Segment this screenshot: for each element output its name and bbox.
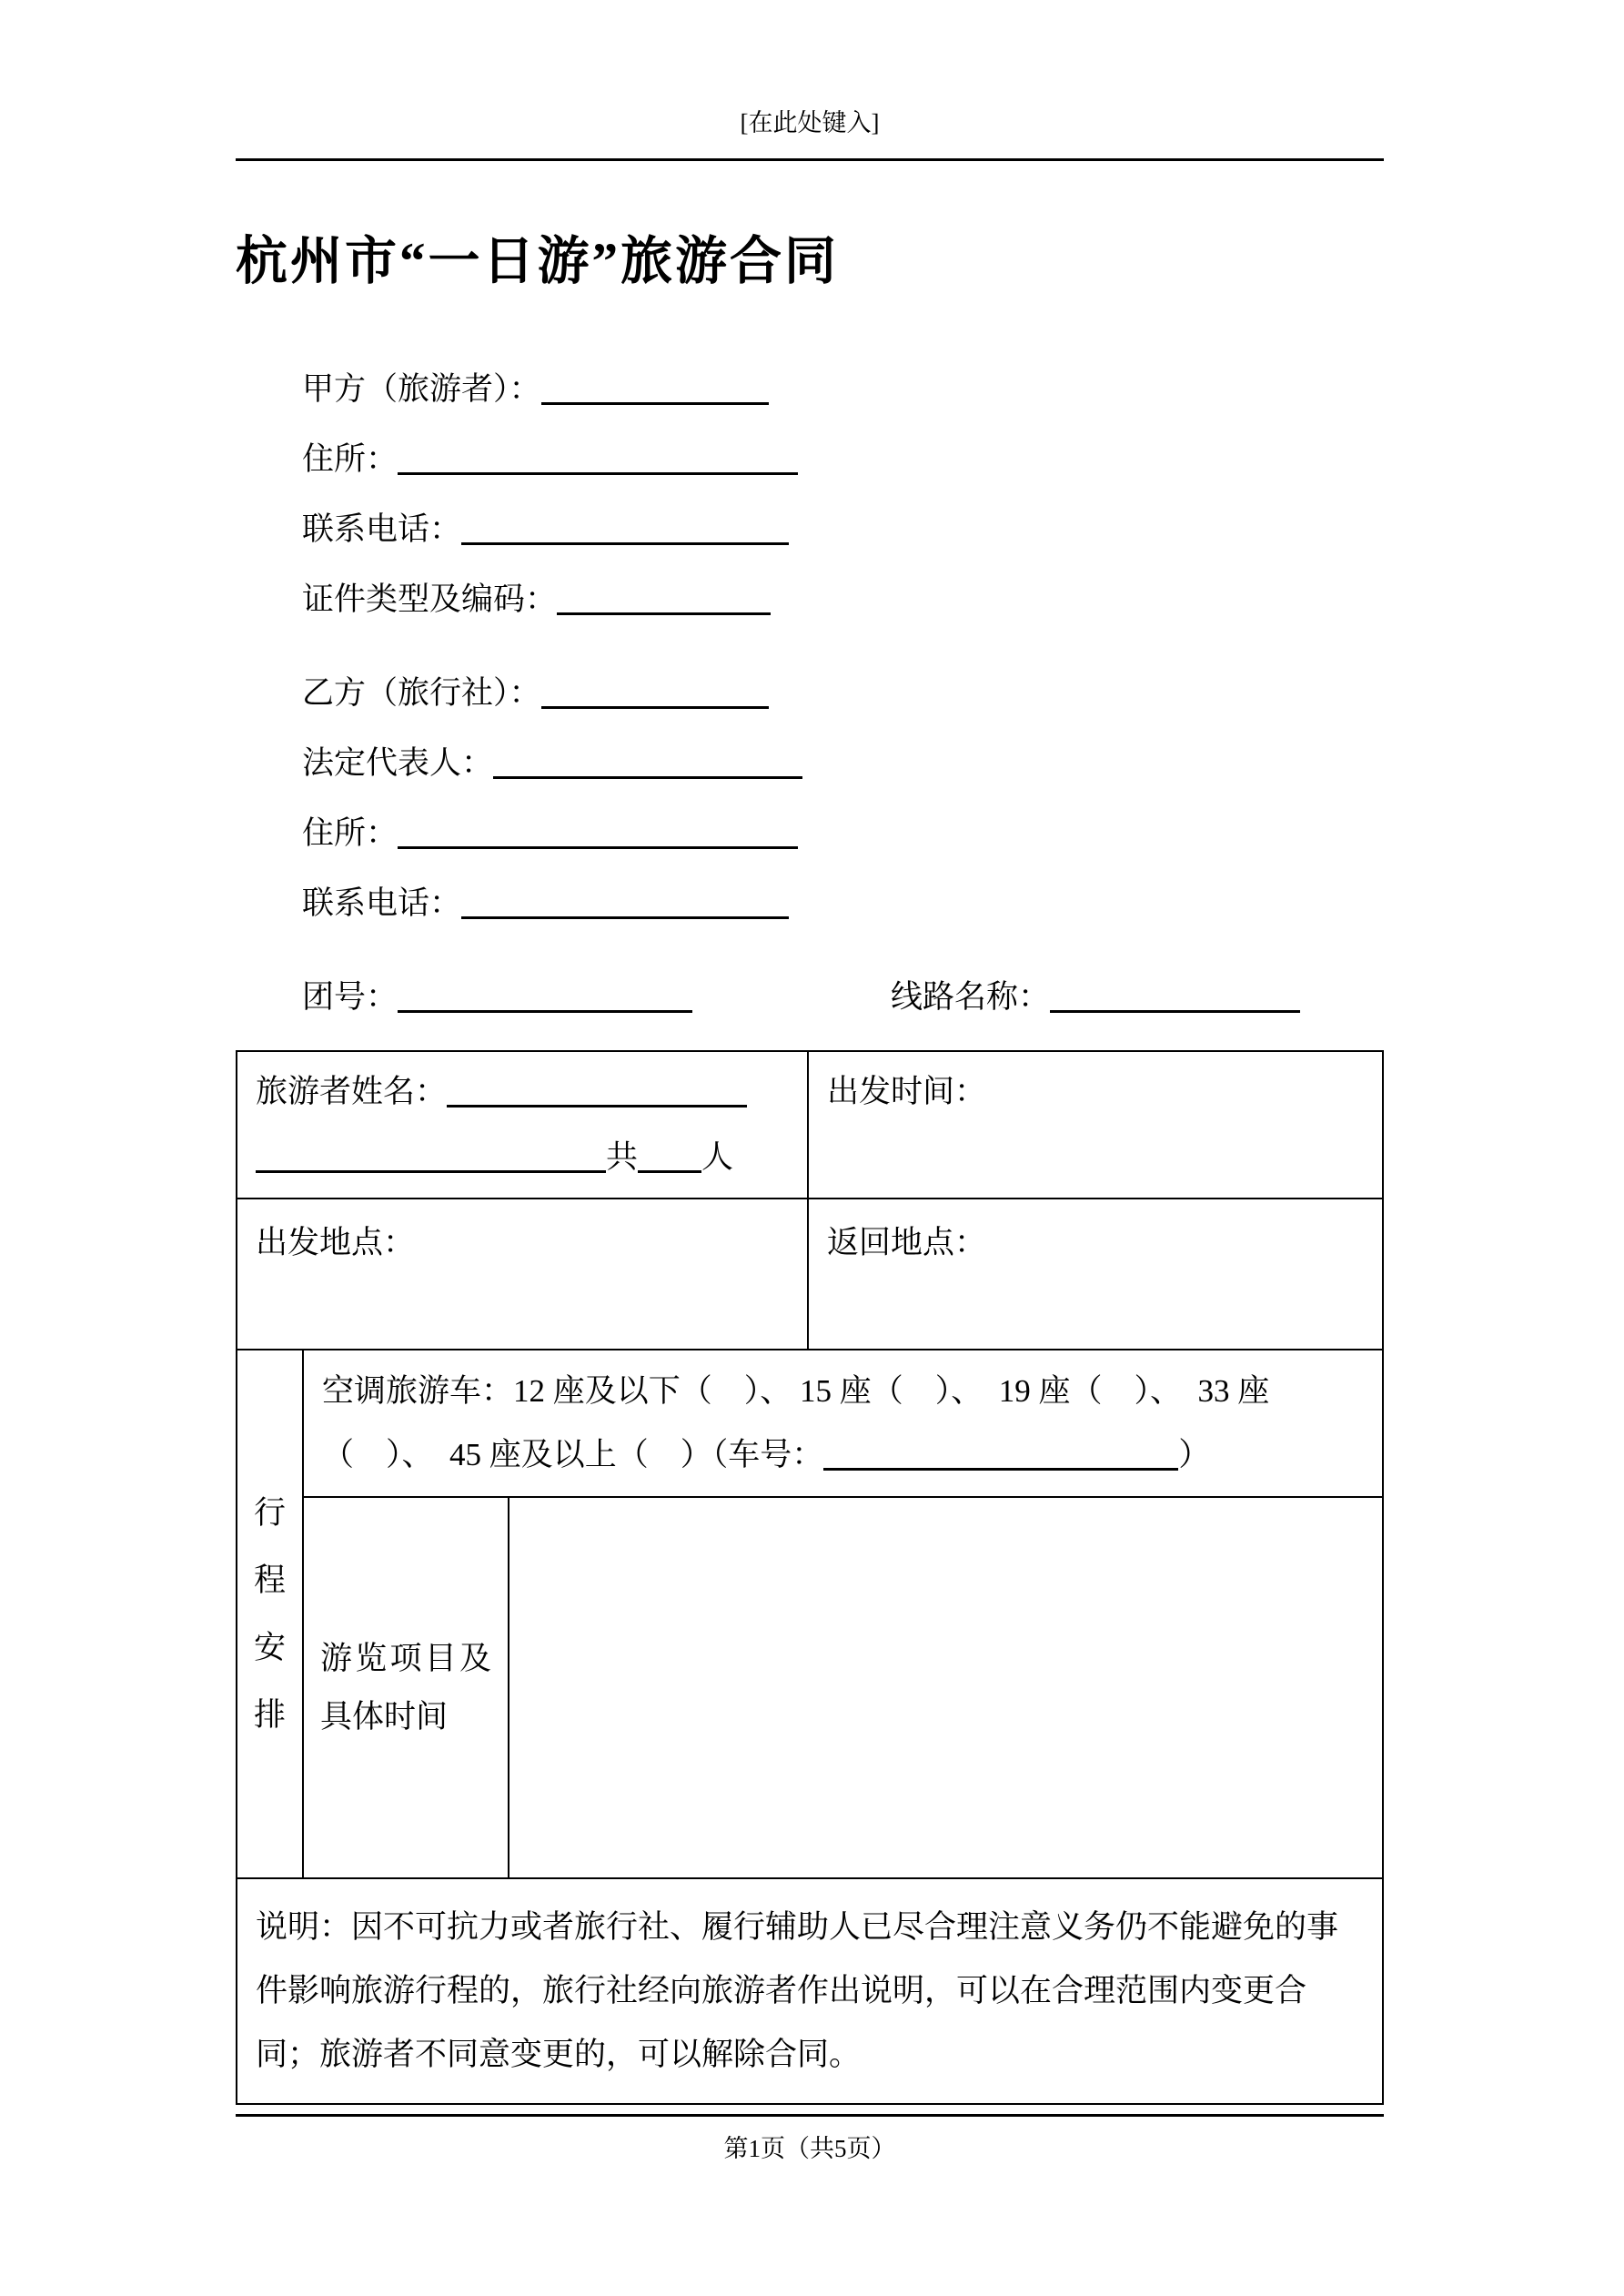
route-name-blank[interactable] <box>1050 1006 1300 1013</box>
header-placeholder[interactable]: [在此处键入] <box>740 109 880 137</box>
table-row-itinerary <box>237 1350 1382 1879</box>
party-a-id-label: 证件类型及编码： <box>302 582 558 617</box>
departure-time-label: 出发时间： <box>827 1074 987 1109</box>
table-row-note <box>237 1879 1382 2103</box>
total-label: 共 <box>606 1139 639 1175</box>
contract-form <box>302 354 1384 1032</box>
group-no-label: 团号： <box>302 979 398 1015</box>
party-a-phone-label: 联系电话： <box>302 511 462 547</box>
party-b-phone-blank[interactable] <box>461 913 789 919</box>
itinerary-detail-row <box>304 1498 1382 1877</box>
tourist-name-label: 旅游者姓名： <box>256 1074 448 1109</box>
tourist-name-blank-2[interactable] <box>256 1167 606 1173</box>
table-row-tourists <box>237 1052 1382 1199</box>
bus-options-close: ） <box>1178 1437 1211 1472</box>
table-row-places <box>237 1199 1382 1350</box>
itinerary-header-cell <box>237 1350 304 1877</box>
party-b-address-blank[interactable] <box>398 843 798 849</box>
note-cell <box>237 1879 1382 2103</box>
departure-time-cell <box>809 1052 1382 1198</box>
party-b-legal-rep-label: 法定代表人： <box>302 745 494 781</box>
section-gap <box>302 938 1384 962</box>
bus-number-blank[interactable] <box>823 1464 1178 1471</box>
contract-table <box>236 1050 1384 2105</box>
group-no-blank[interactable] <box>398 1006 692 1013</box>
party-b-address-label: 住所： <box>302 815 398 851</box>
return-place-label: 返回地点： <box>827 1225 987 1260</box>
group-route-line <box>302 962 1384 1032</box>
party-a-name-blank[interactable] <box>541 399 769 405</box>
footer-page-info: 第1页（共5页） <box>723 2135 896 2162</box>
section-gap <box>302 634 1384 658</box>
return-place-cell <box>809 1199 1382 1349</box>
persons-count-blank[interactable] <box>638 1167 701 1173</box>
tourist-name-line <box>256 1059 789 1125</box>
party-b-legal-rep-line <box>302 728 1384 798</box>
page-title: 杭州市“一日游”旅游合同 <box>236 233 839 290</box>
footer-rule <box>236 2114 1384 2117</box>
bus-options-text: 空调旅游车：12 座及以下（ ）、 15 座（ ）、 19 座（ ）、 33 座（ ）、 45 座及以上（ ）（车号： <box>322 1373 1270 1472</box>
tour-items-label: 游览项目及具体时间 <box>320 1640 491 1735</box>
tourist-name-cell <box>237 1052 809 1198</box>
party-b-address-line <box>302 798 1384 868</box>
departure-place-label: 出发地点： <box>256 1225 416 1260</box>
party-a-phone-blank[interactable] <box>461 539 789 545</box>
tourist-name-blank[interactable] <box>447 1101 747 1108</box>
tour-items-header-cell <box>304 1498 509 1877</box>
page-content <box>236 0 1384 2166</box>
itinerary-label: 行程安排 <box>253 1494 286 1733</box>
party-a-name-line <box>302 354 1384 424</box>
persons-label: 人 <box>701 1139 734 1175</box>
departure-place-cell <box>237 1199 809 1349</box>
party-b-phone-line <box>302 868 1384 938</box>
party-b-name-label: 乙方（旅行社）： <box>302 675 541 711</box>
header-rule <box>236 158 1384 161</box>
party-a-id-blank[interactable] <box>557 609 771 615</box>
party-b-name-blank[interactable] <box>541 703 769 709</box>
party-b-name-line <box>302 658 1384 728</box>
tour-items-content-cell[interactable] <box>509 1498 1382 1877</box>
tourist-count-line <box>256 1125 789 1190</box>
party-b-phone-label: 联系电话： <box>302 885 462 921</box>
note-text: 说明：因不可抗力或者旅行社、履行辅助人已尽合理注意义务仍不能避免的事件影响旅游行程的，旅行社经向旅游者作出说明，可以在合理范围内变更合同；旅游者不同意变更的，可以解除合同。 <box>256 1909 1339 2072</box>
route-name-label: 线路名称： <box>891 979 1051 1015</box>
party-a-address-blank[interactable] <box>398 469 798 475</box>
party-a-address-label: 住所： <box>302 441 398 477</box>
party-a-name-label: 甲方（旅游者）： <box>302 371 541 407</box>
itinerary-main <box>304 1350 1382 1877</box>
party-a-address-line <box>302 424 1384 494</box>
party-a-id-line <box>302 564 1384 634</box>
party-a-phone-line <box>302 494 1384 564</box>
party-b-legal-rep-blank[interactable] <box>493 773 802 779</box>
bus-options-cell <box>304 1350 1382 1498</box>
